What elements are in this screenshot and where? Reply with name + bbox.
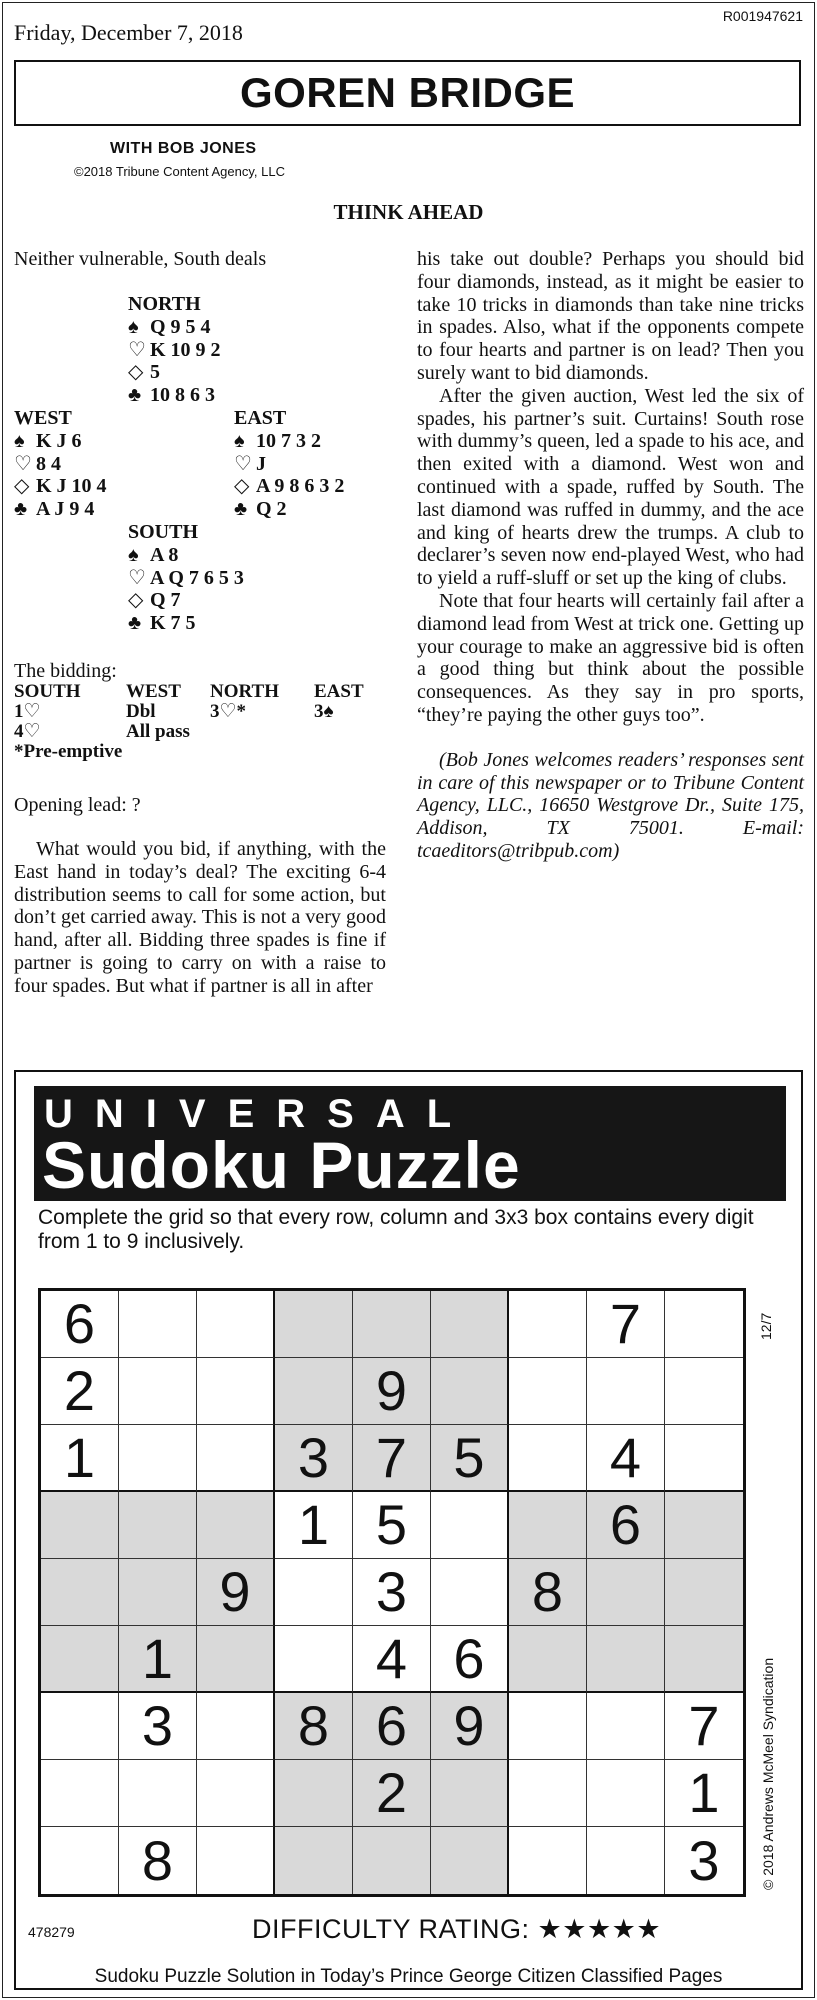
sudoku-cell (41, 1827, 119, 1894)
sudoku-cell: 7 (353, 1425, 431, 1492)
north-hearts: K 10 9 2 (150, 338, 221, 361)
sudoku-cell: 7 (587, 1291, 665, 1358)
sudoku-cell (509, 1291, 587, 1358)
west-diamonds: K J 10 4 (36, 475, 107, 498)
bidding-header: WEST (126, 681, 181, 702)
south-label: SOUTH (128, 521, 199, 543)
east-spades: 10 7 3 2 (256, 429, 321, 452)
sudoku-cell (41, 1693, 119, 1760)
bid: 3♡* (210, 701, 247, 722)
south-hand (128, 521, 244, 635)
sudoku-cell (353, 1291, 431, 1358)
syndication-credit: © 2018 Andrews McMeel Syndication (760, 1657, 776, 1890)
sudoku-cell (509, 1760, 587, 1827)
sudoku-cell: 8 (119, 1827, 197, 1894)
sudoku-cell (431, 1358, 509, 1425)
bid (314, 722, 384, 742)
sudoku-cell (587, 1358, 665, 1425)
east-diamonds: A 9 8 6 3 2 (256, 475, 345, 498)
bidding-row (14, 722, 384, 742)
sudoku-cell: 4 (353, 1626, 431, 1693)
sudoku-grid (38, 1288, 746, 1897)
sudoku-banner (34, 1086, 786, 1201)
bidding-header: EAST (314, 681, 364, 702)
sudoku-cell (509, 1626, 587, 1693)
sudoku-cell (353, 1827, 431, 1894)
contact-note: (Bob Jones welcomes readers’ responses sent in care of this newspaper or to Tribune Content Agency, LLC., 16650 Westgrove Dr., Suite 175, Addison, TX 75001. E-mail: tcaeditors@tribpub.com) (417, 748, 804, 862)
sudoku-cell (431, 1291, 509, 1358)
bid (210, 722, 314, 742)
sudoku-cell: 3 (119, 1693, 197, 1760)
sudoku-cell: 9 (431, 1693, 509, 1760)
sudoku-cell (119, 1760, 197, 1827)
sudoku-cell: 3 (353, 1559, 431, 1626)
difficulty-rating (252, 1914, 661, 1945)
west-clubs: A J 9 4 (36, 498, 95, 521)
sudoku-cell (119, 1559, 197, 1626)
sudoku-cell (197, 1291, 275, 1358)
sudoku-cell (509, 1425, 587, 1492)
byline: WITH BOB JONES (110, 140, 257, 157)
puzzle-title: Sudoku Puzzle (42, 1128, 521, 1202)
sudoku-cell (665, 1559, 743, 1626)
sudoku-cell (587, 1626, 665, 1693)
sudoku-cell (509, 1827, 587, 1894)
sudoku-cell (587, 1559, 665, 1626)
west-spades: K J 6 (36, 429, 82, 452)
north-spades: Q 9 5 4 (150, 315, 211, 338)
sudoku-cell (197, 1358, 275, 1425)
bidding-header: NORTH (210, 681, 280, 702)
sudoku-cell (665, 1492, 743, 1559)
column-title: GOREN BRIDGE (239, 69, 576, 116)
sudoku-cell (197, 1425, 275, 1492)
sudoku-cell: 7 (665, 1693, 743, 1760)
sudoku-cell (197, 1626, 275, 1693)
sudoku-cell (509, 1492, 587, 1559)
opening-lead: Opening lead: ? (14, 794, 141, 816)
club-icon: ♣ (234, 498, 248, 521)
sudoku-cell: 2 (41, 1358, 119, 1425)
difficulty-label: DIFFICULTY RATING: (252, 1914, 530, 1944)
bidding-title: The bidding: (14, 660, 117, 682)
sudoku-cell (665, 1626, 743, 1693)
sudoku-cell: 9 (353, 1358, 431, 1425)
sudoku-cell: 1 (275, 1492, 353, 1559)
sudoku-cell (665, 1291, 743, 1358)
copyright: ©2018 Tribune Content Agency, LLC (74, 164, 285, 179)
spade-icon: ♠ (128, 315, 139, 338)
bidding-row (14, 702, 384, 722)
bid: 1♡ (14, 701, 41, 722)
sudoku-cell (431, 1827, 509, 1894)
spade-icon: ♠ (14, 429, 25, 452)
diamond-icon: ◇ (14, 475, 30, 498)
article-paragraph: Note that four hearts will certainly fail after a diamond lead from West at trick one. Getting up your courage to make an aggressive bid is often a good thing but think about the possible consequences. As they say in pro sports, “they’re paying the other guys too”. (417, 589, 804, 726)
south-spades: A 8 (150, 543, 179, 566)
sudoku-cell: 6 (587, 1492, 665, 1559)
sudoku-cell: 5 (353, 1492, 431, 1559)
sudoku-cell: 3 (688, 1828, 720, 1892)
sudoku-cell (275, 1626, 353, 1693)
sudoku-cell: 1 (665, 1760, 743, 1827)
sudoku-cell (197, 1492, 275, 1559)
sudoku-cell (587, 1827, 665, 1894)
bid: Dbl (126, 701, 156, 722)
south-hearts: A Q 7 6 5 3 (150, 566, 244, 589)
sudoku-cell (431, 1559, 509, 1626)
solution-note: Sudoku Puzzle Solution in Today’s Prince George Citizen Classified Pages (94, 1966, 723, 1987)
article-paragraph: his take out double? Perhaps you should bid four diamonds, instead, as it might be easier to take 10 tricks in diamonds than take nine tricks in spades. Also, what if the opponents compete to four hearts and partner is on lead? Then you surely want to bid diamonds. (417, 248, 804, 384)
sudoku-cell (197, 1760, 275, 1827)
sudoku-cell: 5 (431, 1425, 509, 1492)
right-column (417, 248, 804, 863)
sudoku-cell (431, 1492, 509, 1559)
sudoku-cell (587, 1693, 665, 1760)
sudoku-cell (119, 1291, 197, 1358)
sudoku-cell (431, 1760, 509, 1827)
diamond-icon: ◇ (128, 361, 144, 384)
club-icon: ♣ (128, 612, 142, 635)
heart-icon: ♡ (234, 452, 252, 475)
sudoku-cell (665, 1425, 743, 1492)
article-paragraph: After the given auction, West led the six of spades, his partner’s suit. Curtains! South rose with dummy’s queen, led a spade to his ace, and then exited with a diamond. West won and continued with a spade, ruffed by South. The last diamond was ruffed in dummy, and the ace and king of hearts drew the trumps. A club to declarer’s seven now end-played West, who had to yield a ruff-sluff or set up the king of clubs. (417, 384, 804, 590)
sudoku-cell (41, 1760, 119, 1827)
sudoku-cell (587, 1760, 665, 1827)
east-label: EAST (234, 407, 287, 429)
west-hand (14, 407, 107, 521)
sudoku-cell (509, 1693, 587, 1760)
sudoku-cell (119, 1358, 197, 1425)
diamond-icon: ◇ (128, 589, 144, 612)
east-hearts: J (256, 452, 266, 475)
club-icon: ♣ (14, 498, 28, 521)
article-headline: THINK AHEAD (333, 200, 484, 224)
sudoku-cell (41, 1626, 119, 1693)
sudoku-cell: 1 (119, 1626, 197, 1693)
sudoku-cell (275, 1559, 353, 1626)
heart-icon: ♡ (128, 566, 146, 589)
publication-date: Friday, December 7, 2018 (14, 20, 243, 45)
north-label: NORTH (128, 293, 201, 315)
club-icon: ♣ (128, 384, 142, 407)
puzzle-date-tag (758, 1300, 788, 1340)
puzzle-instructions: Complete the grid so that every row, column and 3x3 box contains every digit from 1 to 9 inclusively. (38, 1206, 754, 1253)
article-paragraph: What would you bid, if anything, with the East hand in today’s deal? The exciting 6-4 distribution seems to call for some action, but don’t get carried away. This is not a very good hand, after all. Bidding three spades is fine if partner is going to carry on with a raise to four spades. But what if partner is all in after (14, 838, 386, 997)
spade-icon: ♠ (128, 543, 139, 566)
article-body-left (14, 838, 386, 998)
bidding-header-row (14, 682, 384, 702)
west-label: WEST (14, 407, 72, 429)
sudoku-cell (41, 1559, 119, 1626)
bidding-header: SOUTH (14, 681, 81, 702)
east-hand (234, 407, 344, 521)
sudoku-cell (119, 1425, 197, 1492)
bidding-table (14, 682, 384, 762)
sudoku-cell: 8 (275, 1693, 353, 1760)
sudoku-cell: 1 (41, 1425, 119, 1492)
sudoku-cell (119, 1492, 197, 1559)
spade-icon: ♠ (234, 429, 245, 452)
sudoku-cell: 8 (509, 1559, 587, 1626)
sudoku-cell: 4 (587, 1425, 665, 1492)
sudoku-cell (197, 1693, 275, 1760)
bid: All pass (126, 721, 190, 742)
north-hand (128, 293, 221, 407)
west-hearts: 8 4 (36, 452, 61, 475)
heart-icon: ♡ (14, 452, 32, 475)
north-clubs: 10 8 6 3 (150, 384, 215, 407)
bid: 3♠ (314, 701, 334, 722)
south-diamonds: Q 7 (150, 589, 181, 612)
sudoku-cell: 6 (41, 1291, 119, 1358)
east-clubs: Q 2 (256, 498, 287, 521)
south-clubs: K 7 5 (150, 612, 196, 635)
sudoku-cell: 2 (353, 1760, 431, 1827)
sudoku-cell (275, 1760, 353, 1827)
sudoku-panel (14, 1070, 803, 1990)
sudoku-cell: 3 (275, 1425, 353, 1492)
vulnerability-line: Neither vulnerable, South deals (14, 248, 267, 270)
sudoku-cell (275, 1358, 353, 1425)
sudoku-cell (197, 1827, 275, 1894)
bid: 4♡ (14, 721, 41, 742)
sudoku-cell (41, 1492, 119, 1559)
diamond-icon: ◇ (234, 475, 250, 498)
brand-name: UNIVERSAL (44, 1092, 474, 1136)
puzzle-date: 12/7 (758, 1312, 774, 1340)
sudoku-cell (275, 1827, 353, 1894)
puzzle-id: 478279 (28, 1924, 75, 1940)
north-diamonds: 5 (150, 361, 160, 384)
sudoku-cell: 9 (197, 1559, 275, 1626)
sudoku-cell (509, 1358, 587, 1425)
column-title-box (14, 60, 801, 126)
heart-icon: ♡ (128, 338, 146, 361)
sudoku-cell (665, 1358, 743, 1425)
star-icons: ★★★★★ (537, 1914, 662, 1944)
article-code: R001947621 (722, 8, 803, 24)
bidding-footnote: *Pre-emptive (14, 741, 123, 762)
sudoku-cell: 6 (431, 1626, 509, 1693)
sudoku-cell (275, 1291, 353, 1358)
sudoku-cell: 6 (353, 1693, 431, 1760)
